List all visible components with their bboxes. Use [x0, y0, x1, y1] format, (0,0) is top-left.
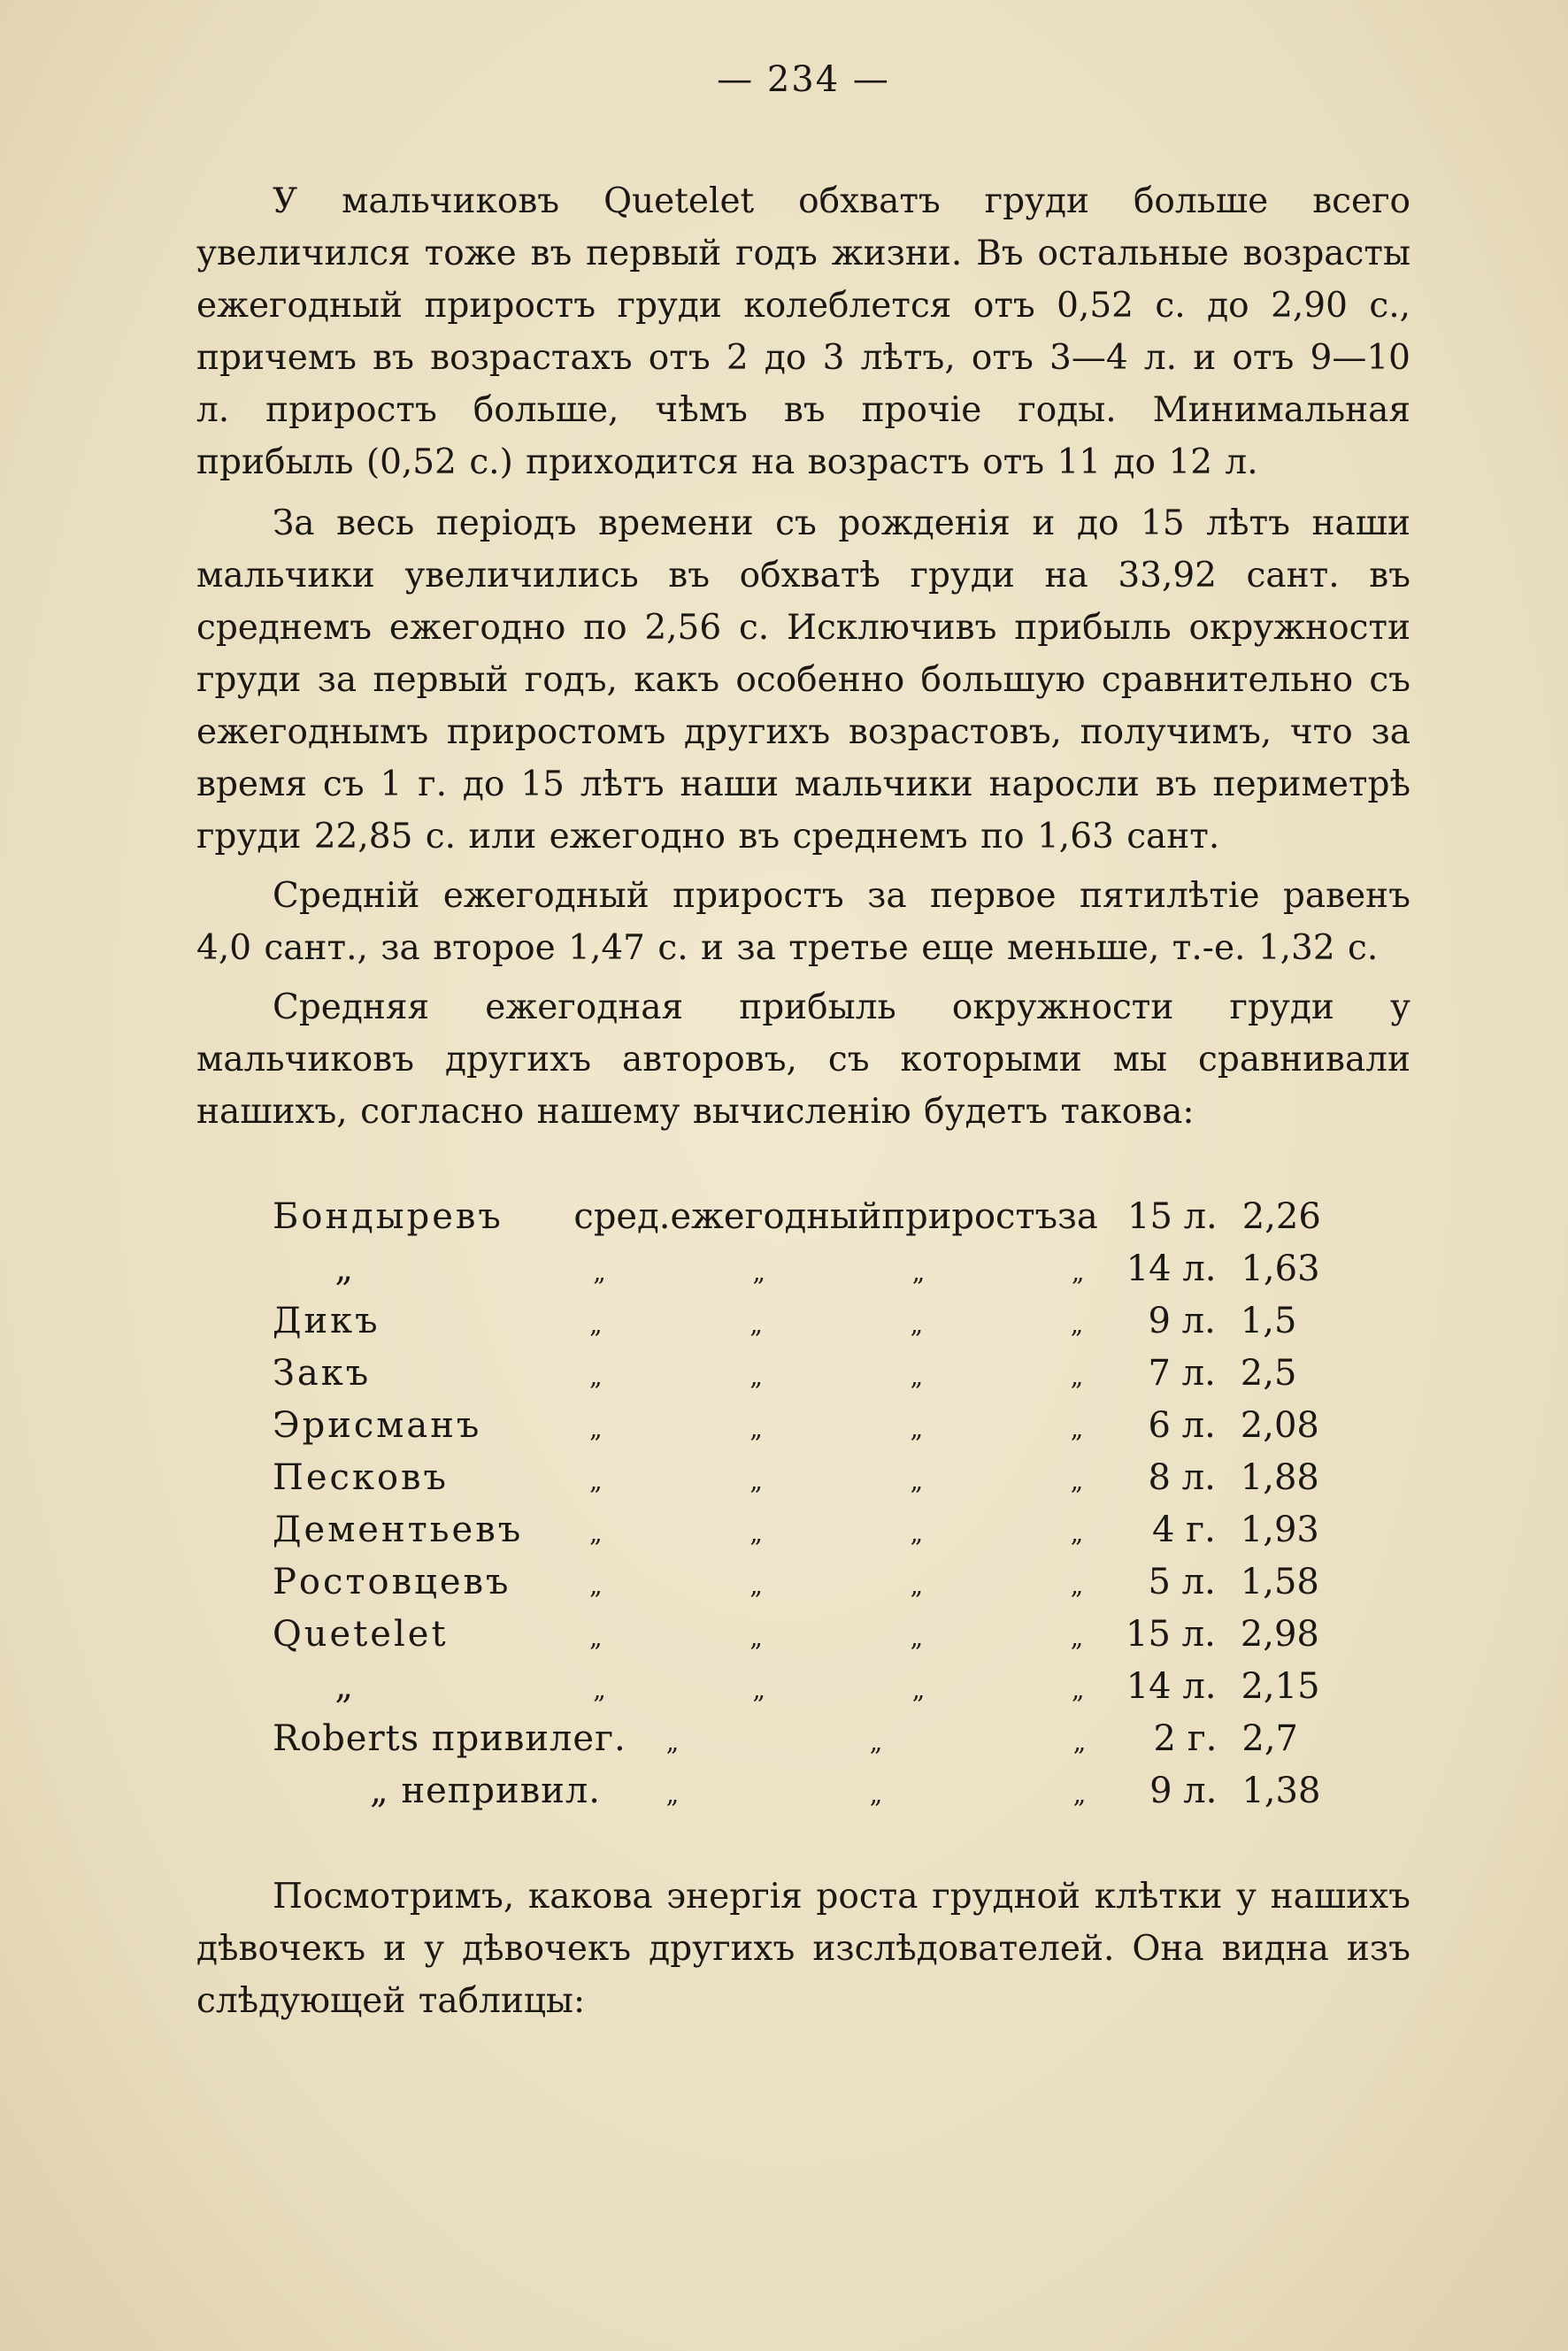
table-row: [273, 1609, 1361, 1661]
author-name: Песковъ: [273, 1457, 450, 1498]
table-row: [273, 1452, 1361, 1504]
author-name: Эрисманъ: [273, 1405, 482, 1446]
ditto-marks: „ „ „ „: [589, 1362, 1084, 1391]
growth-value: 1,93: [1240, 1510, 1319, 1550]
book-page: [196, 53, 1410, 2034]
growth-value: 2,26: [1241, 1196, 1321, 1237]
paragraph-total-period: За весь періодъ времени съ рожденія и до 15 лѣтъ наши мальчики увеличились въ обхватѣ груди на 33,92 сант. въ среднемъ ежегодно по 2,56 с. Исключивъ прибыль окружности груди за первый годъ, какъ особенно большую сравнительно съ ежегоднымъ приростомъ другихъ возрастовъ, получимъ, что за время съ 1 г. до 15 лѣтъ наши мальчики наросли въ периметрѣ груди 22,85 с. или ежегодно въ среднемъ по 1,63 сант.: [196, 503, 1410, 857]
period-years: 14 л.: [1126, 1248, 1217, 1289]
ditto-marks: „ „ „ „: [589, 1414, 1084, 1443]
author-name: Roberts привилег.: [273, 1718, 626, 1759]
paragraph-five-year-average: Среднiй ежегодный приростъ за первое пятилѣтіе равенъ 4,0 сант., за второе 1,47 с. и за третье еще меньше, т.-е. 1,32 с.: [196, 876, 1410, 968]
period-years: 9 л.: [1148, 1301, 1216, 1341]
ditto-marks: „ „ „ „: [593, 1675, 1085, 1704]
growth-value: 1,58: [1240, 1562, 1319, 1602]
period-years: 5 л.: [1148, 1562, 1216, 1602]
growth-value: 2,08: [1240, 1405, 1319, 1446]
period-years: 15 л.: [1127, 1196, 1218, 1237]
ditto-marks: „ „ „ „: [589, 1310, 1084, 1339]
table-row: [273, 1243, 1361, 1295]
ditto-marks: „ „ „ „: [593, 1257, 1085, 1287]
table-row: [273, 1191, 1361, 1243]
author-ditto: „: [334, 1248, 357, 1289]
paragraph-other-authors: Средняя ежегодная прибыль окружности груди у мальчиковъ другихъ авторовъ, съ которыми мы сравнивали нашихъ, согласно нашему вычисленію будетъ такова:: [196, 987, 1410, 1132]
author-name: Закъ: [273, 1353, 372, 1394]
authors-growth-table: [273, 1191, 1361, 1817]
paragraph-girls-growth: Посмотримъ, какова энергія роста грудной клѣтки у нашихъ дѣвочекъ и у дѣвочекъ другихъ изслѣдователей. Она видна изъ слѣдующей таблицы:: [196, 1877, 1410, 2021]
period-years: 2 г.: [1153, 1718, 1218, 1759]
ditto-marks: „ „ „: [665, 1779, 1087, 1809]
ditto-marks: „ „ „ „: [589, 1623, 1084, 1652]
growth-value: 1,63: [1241, 1248, 1320, 1289]
table-row: [273, 1713, 1361, 1765]
page-number: — 234 —: [717, 59, 890, 100]
row-description: сред. ежегодный приростъ за: [573, 1196, 1098, 1237]
growth-value: 1,38: [1241, 1771, 1321, 1811]
period-years: 6 л.: [1148, 1405, 1216, 1446]
growth-value: 2,5: [1240, 1353, 1297, 1394]
period-years: 8 л.: [1148, 1457, 1216, 1498]
author-name: Бондыревъ: [273, 1196, 503, 1237]
author-ditto: „: [334, 1666, 357, 1707]
growth-value: 1,88: [1240, 1457, 1319, 1498]
growth-value: 2,7: [1241, 1718, 1298, 1759]
author-name: Ростовцевъ: [273, 1562, 511, 1602]
author-name: Quetelet: [273, 1614, 449, 1655]
table-row: [273, 1400, 1361, 1452]
author-name: Дикъ: [273, 1301, 380, 1341]
table-row: [273, 1556, 1361, 1609]
period-years: 4 г.: [1151, 1510, 1216, 1550]
author-ditto: „ непривил.: [370, 1771, 601, 1811]
table-row: [273, 1295, 1361, 1348]
table-row: [273, 1504, 1361, 1556]
ditto-marks: „ „ „: [665, 1727, 1087, 1756]
paragraph-quetelet-boys: У мальчиковъ Quetelet обхватъ груди больше всего увеличился тоже въ первый годъ жизни. Въ остальные возрасты ежегодный приростъ груди колеблется отъ 0,52 с. до 2,90 с., причемъ въ возрастахъ отъ 2 до 3 лѣтъ, отъ 3—4 л. и отъ 9—10 л. приростъ больше, чѣмъ въ прочіе годы. Минимальная прибыль (0,52 с.) приходится на возрастъ отъ 11 до 12 л.: [196, 181, 1410, 482]
table-row: [273, 1348, 1361, 1400]
period-years: 15 л.: [1126, 1614, 1216, 1655]
growth-value: 2,15: [1241, 1666, 1320, 1707]
ditto-marks: „ „ „ „: [589, 1466, 1084, 1495]
ditto-marks: „ „ „ „: [589, 1518, 1084, 1548]
table-row: [273, 1765, 1361, 1817]
table-row: [273, 1661, 1361, 1713]
author-name: Дементьевъ: [273, 1510, 524, 1550]
growth-value: 2,98: [1240, 1614, 1319, 1655]
period-years: 7 л.: [1148, 1353, 1216, 1394]
growth-value: 1,5: [1240, 1301, 1297, 1341]
ditto-marks: „ „ „ „: [589, 1571, 1084, 1600]
period-years: 9 л.: [1149, 1771, 1218, 1811]
period-years: 14 л.: [1126, 1666, 1217, 1707]
